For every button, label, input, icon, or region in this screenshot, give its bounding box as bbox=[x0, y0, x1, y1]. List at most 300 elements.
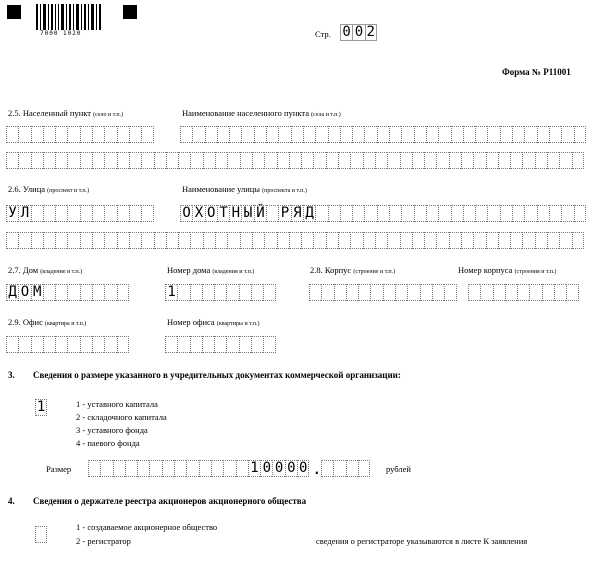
building-number-boxes[interactable] bbox=[468, 284, 579, 301]
char-box[interactable] bbox=[352, 126, 364, 143]
char-box[interactable] bbox=[55, 284, 67, 301]
char-box[interactable] bbox=[215, 152, 227, 169]
char-box[interactable] bbox=[180, 126, 192, 143]
char-box[interactable] bbox=[6, 152, 18, 169]
char-box[interactable] bbox=[6, 126, 18, 143]
char-box[interactable] bbox=[113, 460, 125, 477]
char-box[interactable] bbox=[537, 126, 549, 143]
char-box[interactable] bbox=[340, 126, 352, 143]
char-box[interactable] bbox=[412, 232, 424, 249]
char-box[interactable] bbox=[166, 232, 178, 249]
char-box[interactable] bbox=[414, 126, 426, 143]
char-box[interactable] bbox=[414, 205, 426, 222]
char-box[interactable] bbox=[500, 205, 512, 222]
char-box[interactable] bbox=[55, 152, 67, 169]
char-box[interactable] bbox=[55, 126, 67, 143]
char-box[interactable] bbox=[92, 126, 104, 143]
char-box[interactable] bbox=[67, 336, 79, 353]
char-box[interactable] bbox=[574, 205, 586, 222]
char-box[interactable] bbox=[461, 232, 473, 249]
char-box[interactable] bbox=[338, 232, 350, 249]
char-box[interactable] bbox=[226, 336, 238, 353]
char-box[interactable] bbox=[215, 232, 227, 249]
char-box[interactable]: Й bbox=[254, 205, 266, 222]
char-box[interactable] bbox=[277, 152, 289, 169]
char-box[interactable] bbox=[377, 205, 389, 222]
char-box[interactable] bbox=[266, 205, 278, 222]
char-box[interactable] bbox=[199, 460, 211, 477]
char-box[interactable] bbox=[289, 232, 301, 249]
char-box[interactable] bbox=[177, 336, 189, 353]
char-box[interactable] bbox=[475, 205, 487, 222]
char-box[interactable] bbox=[31, 205, 43, 222]
char-box[interactable] bbox=[202, 336, 214, 353]
char-box[interactable] bbox=[190, 232, 202, 249]
char-box[interactable] bbox=[401, 126, 413, 143]
char-box[interactable] bbox=[358, 460, 370, 477]
office-label: 2.9. Офис (квартира и т.п.) bbox=[8, 317, 87, 327]
char-box[interactable] bbox=[559, 152, 571, 169]
char-box[interactable]: 0 bbox=[272, 460, 284, 477]
char-box[interactable]: 0 bbox=[298, 460, 308, 476]
char-box[interactable] bbox=[117, 205, 129, 222]
char-box[interactable] bbox=[289, 152, 301, 169]
char-box[interactable] bbox=[535, 232, 547, 249]
char-box[interactable] bbox=[214, 284, 226, 301]
char-box[interactable] bbox=[31, 336, 43, 353]
char-box[interactable] bbox=[80, 152, 92, 169]
char-box[interactable] bbox=[549, 126, 561, 143]
char-box[interactable] bbox=[80, 205, 92, 222]
char-box[interactable] bbox=[80, 232, 92, 249]
char-box[interactable] bbox=[80, 336, 92, 353]
char-box[interactable] bbox=[461, 152, 473, 169]
house-number-boxes[interactable] bbox=[165, 284, 276, 301]
street-type-boxes[interactable] bbox=[6, 205, 154, 222]
char-box[interactable] bbox=[473, 152, 485, 169]
char-box[interactable] bbox=[436, 152, 448, 169]
char-box[interactable] bbox=[117, 284, 129, 301]
char-box[interactable] bbox=[313, 152, 325, 169]
char-box[interactable] bbox=[117, 232, 129, 249]
char-box[interactable] bbox=[31, 126, 43, 143]
char-box[interactable] bbox=[67, 152, 79, 169]
char-box[interactable] bbox=[192, 126, 204, 143]
char-box[interactable] bbox=[6, 232, 18, 249]
char-box[interactable] bbox=[166, 152, 178, 169]
char-box[interactable] bbox=[559, 232, 571, 249]
char-box[interactable] bbox=[67, 126, 79, 143]
char-box[interactable] bbox=[104, 284, 116, 301]
char-box[interactable] bbox=[154, 232, 166, 249]
char-box[interactable] bbox=[67, 205, 79, 222]
char-box[interactable] bbox=[387, 152, 399, 169]
char-box[interactable] bbox=[383, 284, 395, 301]
char-box[interactable] bbox=[104, 126, 116, 143]
char-box[interactable] bbox=[251, 336, 263, 353]
barcode bbox=[36, 4, 102, 32]
char-box[interactable] bbox=[252, 152, 264, 169]
char-box[interactable] bbox=[241, 126, 253, 143]
char-box[interactable] bbox=[407, 284, 419, 301]
char-box[interactable] bbox=[473, 232, 485, 249]
char-box[interactable] bbox=[117, 336, 129, 353]
char-box[interactable] bbox=[141, 126, 153, 143]
char-box[interactable] bbox=[303, 126, 315, 143]
char-box[interactable] bbox=[202, 284, 214, 301]
char-box[interactable] bbox=[529, 284, 541, 301]
capital-option-1: 1 - уставного капитала bbox=[76, 399, 158, 409]
locality-type-boxes[interactable] bbox=[6, 126, 154, 143]
char-box[interactable] bbox=[333, 460, 345, 477]
char-box[interactable]: Д bbox=[6, 284, 18, 301]
char-box[interactable] bbox=[363, 152, 375, 169]
char-box[interactable] bbox=[251, 284, 263, 301]
char-box[interactable] bbox=[350, 232, 362, 249]
capital-type-box[interactable] bbox=[35, 399, 47, 416]
char-box[interactable] bbox=[301, 152, 313, 169]
char-box[interactable] bbox=[326, 152, 338, 169]
char-box[interactable] bbox=[498, 152, 510, 169]
char-box[interactable] bbox=[104, 152, 116, 169]
char-box[interactable] bbox=[480, 284, 492, 301]
char-box[interactable] bbox=[31, 232, 43, 249]
char-box[interactable] bbox=[18, 232, 30, 249]
char-box[interactable] bbox=[436, 232, 448, 249]
char-box[interactable] bbox=[205, 126, 217, 143]
char-box[interactable] bbox=[141, 152, 153, 169]
char-box[interactable] bbox=[236, 460, 248, 477]
char-box[interactable]: 0 bbox=[260, 460, 272, 477]
char-box[interactable] bbox=[395, 284, 407, 301]
char-box[interactable] bbox=[537, 205, 549, 222]
page-number-boxes[interactable] bbox=[340, 24, 377, 41]
char-box[interactable] bbox=[165, 336, 177, 353]
office-number-label: Номер офиса (квартиры и т.п.) bbox=[167, 317, 260, 327]
char-box[interactable] bbox=[129, 205, 141, 222]
char-box[interactable] bbox=[203, 152, 215, 169]
char-box[interactable] bbox=[313, 232, 325, 249]
char-box[interactable] bbox=[43, 284, 55, 301]
building-label: 2.8. Корпус (строение и т.п.) bbox=[310, 265, 396, 275]
capital-option-3: 3 - уставного фонда bbox=[76, 425, 148, 435]
char-box[interactable] bbox=[505, 284, 517, 301]
char-box[interactable]: 1 bbox=[165, 284, 177, 301]
char-box[interactable]: 1 bbox=[248, 460, 260, 477]
currency-label: рублей bbox=[386, 464, 411, 474]
char-box[interactable] bbox=[549, 205, 561, 222]
form-number: Форма № Р11001 bbox=[502, 67, 571, 77]
char-box[interactable] bbox=[326, 232, 338, 249]
char-box[interactable] bbox=[125, 460, 137, 477]
street-name-boxes-row2[interactable] bbox=[6, 232, 584, 249]
char-box[interactable] bbox=[141, 232, 153, 249]
char-box[interactable]: О bbox=[205, 205, 217, 222]
char-box[interactable] bbox=[6, 336, 18, 353]
char-box[interactable] bbox=[174, 460, 186, 477]
char-box[interactable] bbox=[31, 152, 43, 169]
char-box[interactable] bbox=[190, 336, 202, 353]
char-box[interactable] bbox=[301, 232, 313, 249]
char-box[interactable] bbox=[252, 232, 264, 249]
char-box[interactable]: Т bbox=[217, 205, 229, 222]
char-box[interactable] bbox=[186, 460, 198, 477]
char-box[interactable] bbox=[328, 126, 340, 143]
char-box[interactable] bbox=[554, 284, 566, 301]
char-box[interactable] bbox=[572, 152, 584, 169]
char-box[interactable] bbox=[451, 126, 463, 143]
char-box[interactable] bbox=[129, 152, 141, 169]
char-box[interactable] bbox=[338, 152, 350, 169]
char-box[interactable] bbox=[266, 126, 278, 143]
char-box[interactable] bbox=[358, 284, 370, 301]
char-box[interactable] bbox=[438, 205, 450, 222]
char-box[interactable] bbox=[535, 152, 547, 169]
char-box[interactable] bbox=[566, 284, 578, 301]
char-box[interactable] bbox=[92, 336, 104, 353]
char-box[interactable] bbox=[500, 126, 512, 143]
char-box[interactable] bbox=[449, 232, 461, 249]
char-box[interactable] bbox=[264, 152, 276, 169]
char-box[interactable] bbox=[346, 460, 358, 477]
char-box[interactable] bbox=[486, 152, 498, 169]
char-box[interactable] bbox=[387, 232, 399, 249]
char-box[interactable] bbox=[137, 460, 149, 477]
char-box[interactable] bbox=[117, 152, 129, 169]
street-name-label: Наименование улицы (проспекта и т.п.) bbox=[182, 184, 307, 194]
char-box[interactable] bbox=[315, 205, 327, 222]
char-box[interactable] bbox=[432, 284, 444, 301]
char-box[interactable] bbox=[522, 232, 534, 249]
char-box[interactable] bbox=[426, 126, 438, 143]
char-box[interactable] bbox=[43, 126, 55, 143]
char-box[interactable] bbox=[162, 460, 174, 477]
char-box[interactable] bbox=[214, 336, 226, 353]
char-box[interactable]: 0 bbox=[340, 24, 352, 41]
char-box[interactable] bbox=[487, 126, 499, 143]
char-box[interactable] bbox=[420, 284, 432, 301]
char-box[interactable] bbox=[178, 152, 190, 169]
char-box[interactable] bbox=[92, 284, 104, 301]
char-box[interactable] bbox=[55, 205, 67, 222]
char-box[interactable]: Ы bbox=[241, 205, 253, 222]
char-box[interactable] bbox=[291, 126, 303, 143]
char-box[interactable] bbox=[315, 126, 327, 143]
char-box[interactable] bbox=[321, 460, 333, 477]
char-box[interactable] bbox=[92, 205, 104, 222]
char-box[interactable] bbox=[240, 152, 252, 169]
char-box[interactable] bbox=[364, 205, 376, 222]
char-box[interactable]: Я bbox=[291, 205, 303, 222]
char-box[interactable] bbox=[463, 205, 475, 222]
char-box[interactable] bbox=[229, 126, 241, 143]
char-box[interactable] bbox=[475, 126, 487, 143]
size-integer-boxes[interactable] bbox=[88, 460, 309, 477]
char-box[interactable] bbox=[154, 152, 166, 169]
char-box[interactable]: Х bbox=[192, 205, 204, 222]
char-box[interactable] bbox=[264, 232, 276, 249]
char-box[interactable] bbox=[364, 126, 376, 143]
char-box[interactable] bbox=[239, 284, 251, 301]
char-box[interactable]: 2 bbox=[366, 24, 375, 40]
char-box[interactable] bbox=[117, 126, 129, 143]
char-box[interactable] bbox=[493, 284, 505, 301]
char-box[interactable] bbox=[92, 232, 104, 249]
char-box[interactable] bbox=[278, 126, 290, 143]
char-box[interactable] bbox=[487, 205, 499, 222]
office-type-boxes[interactable] bbox=[6, 336, 129, 353]
char-box[interactable] bbox=[254, 126, 266, 143]
char-box[interactable] bbox=[561, 205, 573, 222]
page-label: Стр. bbox=[315, 29, 331, 39]
locality-name-boxes-row1[interactable] bbox=[180, 126, 586, 143]
char-box[interactable] bbox=[363, 232, 375, 249]
char-box[interactable]: О bbox=[180, 205, 192, 222]
char-box[interactable] bbox=[67, 284, 79, 301]
char-box[interactable] bbox=[211, 460, 223, 477]
char-box[interactable] bbox=[524, 205, 536, 222]
char-box[interactable]: 0 bbox=[352, 24, 364, 41]
char-box[interactable] bbox=[468, 284, 480, 301]
char-box[interactable]: Л bbox=[18, 205, 30, 222]
char-box[interactable] bbox=[572, 232, 584, 249]
char-box[interactable] bbox=[80, 284, 92, 301]
char-box[interactable] bbox=[350, 152, 362, 169]
char-box[interactable] bbox=[277, 232, 289, 249]
char-box[interactable]: Н bbox=[229, 205, 241, 222]
char-box[interactable] bbox=[18, 126, 30, 143]
char-box[interactable] bbox=[463, 126, 475, 143]
char-box[interactable] bbox=[346, 284, 358, 301]
char-box[interactable] bbox=[444, 284, 456, 301]
char-box[interactable]: 0 bbox=[285, 460, 297, 477]
char-box[interactable] bbox=[104, 232, 116, 249]
char-box[interactable] bbox=[412, 152, 424, 169]
char-box[interactable] bbox=[223, 460, 235, 477]
char-box[interactable] bbox=[227, 232, 239, 249]
char-box[interactable] bbox=[510, 152, 522, 169]
char-box[interactable] bbox=[424, 232, 436, 249]
char-box[interactable] bbox=[486, 232, 498, 249]
char-box[interactable] bbox=[227, 152, 239, 169]
char-box[interactable]: 1 bbox=[36, 399, 46, 415]
char-box[interactable]: У bbox=[6, 205, 18, 222]
char-box[interactable] bbox=[547, 232, 559, 249]
char-box[interactable] bbox=[352, 205, 364, 222]
char-box[interactable] bbox=[512, 205, 524, 222]
char-box[interactable] bbox=[55, 232, 67, 249]
char-box[interactable] bbox=[400, 232, 412, 249]
corner-marker-right bbox=[123, 5, 137, 19]
char-box[interactable] bbox=[510, 232, 522, 249]
char-box[interactable] bbox=[35, 526, 47, 543]
char-box[interactable] bbox=[18, 152, 30, 169]
char-box[interactable] bbox=[309, 284, 321, 301]
char-box[interactable] bbox=[321, 284, 333, 301]
char-box[interactable] bbox=[438, 126, 450, 143]
char-box[interactable] bbox=[512, 126, 524, 143]
char-box[interactable] bbox=[334, 284, 346, 301]
char-box[interactable] bbox=[375, 232, 387, 249]
char-box[interactable] bbox=[100, 460, 112, 477]
char-box[interactable] bbox=[129, 232, 141, 249]
char-box[interactable] bbox=[18, 336, 30, 353]
char-box[interactable] bbox=[178, 232, 190, 249]
building-type-boxes[interactable] bbox=[309, 284, 457, 301]
char-box[interactable] bbox=[67, 232, 79, 249]
char-box[interactable] bbox=[239, 336, 251, 353]
house-type-boxes[interactable] bbox=[6, 284, 129, 301]
char-box[interactable]: О bbox=[18, 284, 30, 301]
char-box[interactable] bbox=[104, 205, 116, 222]
char-box[interactable]: М bbox=[31, 284, 43, 301]
char-box[interactable]: Д bbox=[303, 205, 315, 222]
char-box[interactable] bbox=[55, 336, 67, 353]
char-box[interactable] bbox=[522, 152, 534, 169]
char-box[interactable] bbox=[574, 126, 586, 143]
char-box[interactable] bbox=[561, 126, 573, 143]
char-box[interactable] bbox=[92, 152, 104, 169]
char-box[interactable] bbox=[401, 205, 413, 222]
char-box[interactable] bbox=[370, 284, 382, 301]
char-box[interactable] bbox=[177, 284, 189, 301]
char-box[interactable] bbox=[524, 126, 536, 143]
char-box[interactable] bbox=[88, 460, 100, 477]
char-box[interactable] bbox=[375, 152, 387, 169]
char-box[interactable] bbox=[542, 284, 554, 301]
char-box[interactable] bbox=[328, 205, 340, 222]
char-box[interactable] bbox=[389, 205, 401, 222]
char-box[interactable] bbox=[263, 284, 275, 301]
street-name-boxes-row1[interactable] bbox=[180, 205, 586, 222]
char-box[interactable] bbox=[498, 232, 510, 249]
char-box[interactable] bbox=[426, 205, 438, 222]
section4-title: Сведения о держателе реестра акционеров акционерного общества bbox=[33, 496, 307, 506]
char-box[interactable] bbox=[451, 205, 463, 222]
char-box[interactable]: Р bbox=[278, 205, 290, 222]
char-box[interactable] bbox=[203, 232, 215, 249]
locality-name-label: Наименование населенного пункта (села и т.п.) bbox=[182, 108, 341, 118]
char-box[interactable] bbox=[377, 126, 389, 143]
char-box[interactable] bbox=[149, 460, 161, 477]
char-box[interactable] bbox=[43, 205, 55, 222]
char-box[interactable] bbox=[190, 284, 202, 301]
char-box[interactable] bbox=[141, 205, 153, 222]
char-box[interactable] bbox=[424, 152, 436, 169]
char-box[interactable] bbox=[129, 126, 141, 143]
char-box[interactable] bbox=[340, 205, 352, 222]
char-box[interactable] bbox=[43, 336, 55, 353]
char-box[interactable] bbox=[80, 126, 92, 143]
char-box[interactable] bbox=[226, 284, 238, 301]
char-box[interactable] bbox=[547, 152, 559, 169]
locality-name-boxes-row2[interactable] bbox=[6, 152, 584, 169]
char-box[interactable] bbox=[43, 152, 55, 169]
char-box[interactable] bbox=[104, 336, 116, 353]
char-box[interactable] bbox=[190, 152, 202, 169]
char-box[interactable] bbox=[400, 152, 412, 169]
char-box[interactable] bbox=[389, 126, 401, 143]
char-box[interactable] bbox=[449, 152, 461, 169]
char-box[interactable] bbox=[43, 232, 55, 249]
char-box[interactable] bbox=[517, 284, 529, 301]
char-box[interactable] bbox=[217, 126, 229, 143]
office-number-boxes[interactable] bbox=[165, 336, 276, 353]
registry-holder-box[interactable] bbox=[35, 526, 47, 543]
char-box[interactable] bbox=[263, 336, 275, 353]
size-fraction-boxes[interactable] bbox=[321, 460, 370, 477]
char-box[interactable] bbox=[240, 232, 252, 249]
